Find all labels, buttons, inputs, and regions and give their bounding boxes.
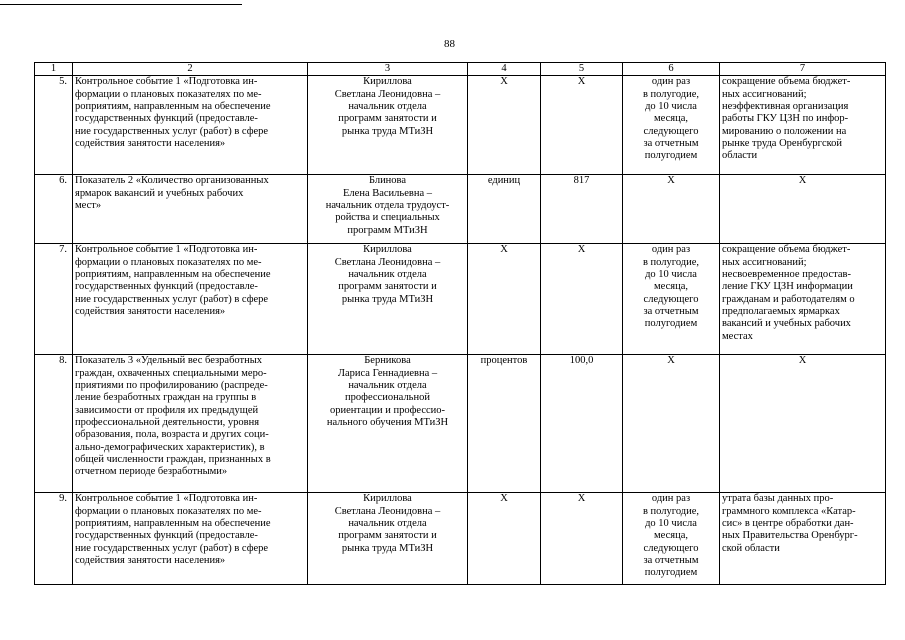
value-cell: 100,0 xyxy=(541,355,623,493)
text-line: Берникова xyxy=(364,355,411,367)
indicator-name xyxy=(73,244,308,355)
text-line: ально-демографических характеристик), в xyxy=(75,441,265,453)
text-line: Кириллова xyxy=(363,244,412,256)
text-line: несвоевременное предостав- xyxy=(722,269,851,281)
text-line: нального обучения МТиЗН xyxy=(326,417,449,429)
responsible-person xyxy=(308,175,468,244)
text-line: граммного комплекса «Катар- xyxy=(722,505,856,517)
text-line: следующего xyxy=(643,125,699,137)
text-line: мест» xyxy=(75,200,102,212)
period-cell xyxy=(623,76,720,175)
text-line: образования, пола, возраста и других соци- xyxy=(75,429,269,441)
unit-cell: Х xyxy=(468,493,541,585)
text-line: общей численности граждан, признанных в xyxy=(75,454,271,466)
text-line: полугодием xyxy=(644,318,698,330)
table-row xyxy=(35,175,886,244)
header-cell: 2 xyxy=(73,63,308,76)
row-number: 6. xyxy=(35,175,73,244)
text-line: в полугодие, xyxy=(642,256,700,268)
text-line: сокращение объема бюджет- xyxy=(722,244,851,256)
text-line: граждан, охваченных специальными меро- xyxy=(75,367,267,379)
text-line: начальник отдела xyxy=(348,518,427,530)
text-line: рынка труда МТиЗН xyxy=(341,542,434,554)
text-line: неэффективная организация xyxy=(722,101,849,113)
risk-cell xyxy=(720,244,886,355)
text-line: месяца, xyxy=(654,530,688,542)
responsible-person xyxy=(308,76,468,175)
text-line: Контрольное событие 1 «Подготовка ин- xyxy=(75,244,258,256)
text-line: начальник отдела трудоуст- xyxy=(325,200,450,212)
text-line: сокращение объема бюджет- xyxy=(722,76,851,88)
text-line: содействия занятости населения» xyxy=(75,138,226,150)
responsible-person xyxy=(308,244,468,355)
text-line: Светлана Леонидовна – xyxy=(334,88,441,100)
text-line: месяца, xyxy=(654,281,688,293)
unit-cell: единиц xyxy=(468,175,541,244)
text-line: Х xyxy=(798,175,807,187)
text-line: сис» в центре обработки дан- xyxy=(722,518,854,530)
text-line: местах xyxy=(722,330,753,342)
text-line: следующего xyxy=(643,542,699,554)
text-line: Контрольное событие 1 «Подготовка ин- xyxy=(75,76,258,88)
text-line: рынка труда МТиЗН xyxy=(341,293,434,305)
text-line: Светлана Леонидовна – xyxy=(334,505,441,517)
text-line: ской области xyxy=(722,542,780,554)
text-line: ние государственных услуг (работ) в сфере xyxy=(75,542,269,554)
text-line: ных ассигнований; xyxy=(722,88,807,100)
text-line: в полугодие, xyxy=(642,88,700,100)
text-line: ройства и специальных xyxy=(335,212,440,224)
text-line: до 10 числа xyxy=(645,101,697,113)
text-line: начальник отдела xyxy=(348,380,427,392)
table-row xyxy=(35,76,886,175)
header-cell: 1 xyxy=(35,63,73,76)
text-line: Контрольное событие 1 «Подготовка ин- xyxy=(75,493,258,505)
value-cell: Х xyxy=(541,76,623,175)
text-line: рынке труда Оренбургской xyxy=(722,138,843,150)
text-line: отчетном периоде безработными» xyxy=(75,466,228,478)
text-line: содействия занятости населения» xyxy=(75,555,226,567)
text-line: Показатель 2 «Количество организованных xyxy=(75,175,269,187)
value-cell: 817 xyxy=(541,175,623,244)
text-line: роприятиям, направленным на обеспечение xyxy=(75,518,271,530)
top-rule xyxy=(0,4,242,5)
text-line: зависимости от профиля их предыдущей xyxy=(75,404,259,416)
risk-cell xyxy=(720,355,886,493)
text-line: формации о плановых показателях по ме- xyxy=(75,256,262,268)
text-line: Х xyxy=(667,355,675,367)
text-line: профессиональной деятельности, уровня xyxy=(75,417,260,429)
indicator-name xyxy=(73,76,308,175)
value-cell: Х xyxy=(541,244,623,355)
value-cell: Х xyxy=(541,493,623,585)
text-line: Кириллова xyxy=(363,493,412,505)
text-line: полугодием xyxy=(644,567,698,579)
text-line: следующего xyxy=(643,293,699,305)
period-cell xyxy=(623,355,720,493)
text-line: формации о плановых показателях по ме- xyxy=(75,88,262,100)
text-line: ориентации и профессио- xyxy=(329,404,446,416)
text-line: роприятиям, направленным на обеспечение xyxy=(75,101,271,113)
risk-cell xyxy=(720,175,886,244)
period-cell xyxy=(623,244,720,355)
text-line: в полугодие, xyxy=(642,505,700,517)
text-line: Х xyxy=(667,175,675,187)
period-cell xyxy=(623,493,720,585)
plan-table xyxy=(34,62,886,585)
text-line: ярмарок вакансий и учебных рабочих xyxy=(75,187,244,199)
text-line: один раз xyxy=(651,76,691,88)
text-line: один раз xyxy=(651,244,691,256)
unit-cell: Х xyxy=(468,76,541,175)
text-line: утрата базы данных про- xyxy=(722,493,834,505)
text-line: за отчетным xyxy=(643,306,699,318)
text-line: профессиональной xyxy=(345,392,430,404)
text-line: программ занятости и xyxy=(338,113,437,125)
text-line: рынка труда МТиЗН xyxy=(341,125,434,137)
text-line: роприятиям, направленным на обеспечение xyxy=(75,269,271,281)
text-line: Показатель 3 «Удельный вес безработных xyxy=(75,355,263,367)
text-line: государственных функций (предоставле- xyxy=(75,530,258,542)
text-line: государственных функций (предоставле- xyxy=(75,113,258,125)
text-line: начальник отдела xyxy=(348,101,427,113)
responsible-person xyxy=(308,493,468,585)
responsible-person xyxy=(308,355,468,493)
row-number: 5. xyxy=(35,76,73,175)
text-line: Лариса Геннадиевна – xyxy=(337,367,438,379)
text-line: начальник отдела xyxy=(348,269,427,281)
indicator-name xyxy=(73,175,308,244)
text-line: до 10 числа xyxy=(645,269,697,281)
text-line: один раз xyxy=(651,493,691,505)
text-line: ных ассигнований; xyxy=(722,256,807,268)
text-line: области xyxy=(722,150,758,162)
text-line: ление безработных граждан на группы в xyxy=(75,392,257,404)
text-line: Светлана Леонидовна – xyxy=(334,256,441,268)
text-line: за отчетным xyxy=(643,555,699,567)
unit-cell: процентов xyxy=(468,355,541,493)
text-line: ных Правительства Оренбург- xyxy=(722,530,858,542)
text-line: Х xyxy=(798,355,807,367)
text-line: Елена Васильевна – xyxy=(343,187,432,199)
header-row xyxy=(35,63,886,76)
header-cell: 4 xyxy=(468,63,541,76)
indicator-name xyxy=(73,355,308,493)
text-line: гражданам и работодателям о xyxy=(722,293,855,305)
page-number: 88 xyxy=(444,38,455,50)
row-number: 8. xyxy=(35,355,73,493)
text-line: вакансий и учебных рабочих xyxy=(722,318,851,330)
text-line: за отчетным xyxy=(643,138,699,150)
text-line: содействия занятости населения» xyxy=(75,306,226,318)
text-line: программ занятости и xyxy=(338,530,437,542)
indicator-name xyxy=(73,493,308,585)
header-cell: 7 xyxy=(720,63,886,76)
text-line: Блинова xyxy=(368,175,407,187)
text-line: мированию о положении на xyxy=(722,125,847,137)
text-line: приятиями по профилированию (распреде- xyxy=(75,380,268,392)
text-line: ление ГКУ ЦЗН информации xyxy=(722,281,853,293)
text-line: до 10 числа xyxy=(645,518,697,530)
text-line: программ занятости и xyxy=(338,281,437,293)
row-number: 7. xyxy=(35,244,73,355)
table-row xyxy=(35,493,886,585)
text-line: государственных функций (предоставле- xyxy=(75,281,258,293)
text-line: ние государственных услуг (работ) в сфере xyxy=(75,293,269,305)
text-line: работы ГКУ ЦЗН по инфор- xyxy=(722,113,849,125)
risk-cell xyxy=(720,493,886,585)
text-line: программ МТиЗН xyxy=(347,224,428,236)
text-line: предполагаемых ярмарках xyxy=(722,306,840,318)
header-cell: 3 xyxy=(308,63,468,76)
table-row xyxy=(35,355,886,493)
text-line: ние государственных услуг (работ) в сфере xyxy=(75,125,269,137)
text-line: Кириллова xyxy=(363,76,412,88)
table-row xyxy=(35,244,886,355)
text-line: месяца, xyxy=(654,113,688,125)
header-cell: 6 xyxy=(623,63,720,76)
unit-cell: Х xyxy=(468,244,541,355)
header-cell: 5 xyxy=(541,63,623,76)
row-number: 9. xyxy=(35,493,73,585)
text-line: полугодием xyxy=(644,150,698,162)
period-cell xyxy=(623,175,720,244)
text-line: формации о плановых показателях по ме- xyxy=(75,505,262,517)
risk-cell xyxy=(720,76,886,175)
